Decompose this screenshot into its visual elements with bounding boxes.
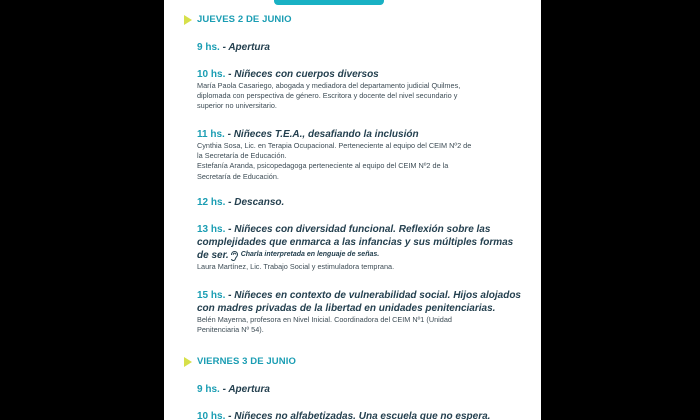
item-description <box>197 141 532 182</box>
item-title-text: - Niñeces T.E.A., desafiando la inclusión <box>224 129 419 140</box>
item-title-line: de ser. <box>197 250 229 261</box>
item-title <box>197 289 532 302</box>
item-description <box>197 262 532 272</box>
item-title <box>197 410 532 420</box>
desc-line: Penitenciaria Nº 54). <box>197 325 264 335</box>
sign-language-note: Charla interpretada en lenguaje de señas. <box>240 251 380 259</box>
schedule-item-no-alfabetizadas <box>197 410 532 420</box>
item-time: 12 hs. <box>197 197 226 208</box>
schedule-item-cuerpos-diversos <box>197 68 532 112</box>
desc-line: superior no universitario. <box>197 101 277 111</box>
desc-line: la Secretaría de Educación. <box>197 151 287 161</box>
desc-line: Cynthia Sosa, Lic. en Terapia Ocupacional. Perteneciente al equipo del CEIM Nº2 de <box>197 141 472 150</box>
item-time: 9 hs. <box>197 384 220 395</box>
item-title-line: con madres privadas de la libertad en unidades penitenciarias. <box>197 303 496 314</box>
ear-icon <box>230 251 238 261</box>
item-title <box>197 223 532 236</box>
header-strip <box>274 0 384 5</box>
item-time: 13 hs. <box>197 224 226 235</box>
item-time: 10 hs. <box>197 69 226 80</box>
item-title <box>197 68 532 81</box>
item-title-text: - Niñeces con cuerpos diversos <box>225 69 379 80</box>
item-title <box>197 128 532 141</box>
item-description <box>197 81 532 112</box>
item-title <box>197 41 532 54</box>
triangle-marker-icon <box>184 357 192 367</box>
desc-line: María Paola Casariego, abogada y mediadora del departamento judicial Quilmes, <box>197 81 461 90</box>
day-label: VIERNES 3 DE JUNIO <box>197 356 296 367</box>
desc-line: Belén Mayerna, profesora en Nivel Inicial. Coordinadora del CEIM Nº1 (Unidad <box>197 315 452 324</box>
desc-line: Secretaría de Educación. <box>197 171 279 181</box>
desc-line: diplomada con perspectiva de género. Escritora y docente del nivel secundario y <box>197 91 458 101</box>
item-time: 11 hs. <box>197 129 225 140</box>
schedule-item-opening <box>197 41 532 54</box>
item-time: 10 hs. <box>197 411 226 420</box>
desc-line: Laura Martínez, Lic. Trabajo Social y estimuladora temprana. <box>197 262 395 271</box>
item-title <box>197 383 532 396</box>
schedule-item-descanso <box>197 196 532 209</box>
schedule-item-tea <box>197 128 532 182</box>
day-label: JUEVES 2 DE JUNIO <box>197 14 292 25</box>
item-title-line: complejidades que enmarca a las infancias y sus múltiples formas <box>197 237 514 248</box>
program-page <box>164 0 541 420</box>
item-title-text: - Niñeces con diversidad funcional. Reflexión sobre las <box>225 224 491 235</box>
item-title-text: - Apertura <box>219 42 270 53</box>
item-time: 9 hs. <box>197 42 220 53</box>
item-title-text: - Niñeces en contexto de vulnerabilidad social. Hijos alojados <box>225 290 521 301</box>
item-description <box>197 315 532 335</box>
item-time: 15 hs. <box>197 290 226 301</box>
day-header-thursday <box>184 14 292 25</box>
triangle-marker-icon <box>184 15 192 25</box>
item-title <box>197 196 532 209</box>
title-with-note <box>197 249 532 262</box>
schedule-item-vulnerabilidad <box>197 289 532 335</box>
item-title-text: - Apertura <box>219 384 270 395</box>
schedule-item-opening-friday <box>197 383 532 396</box>
desc-line: Estefanía Aranda, psicopedagoga perteneciente al equipo del CEIM Nº2 de la <box>197 161 449 171</box>
item-title-text: - Descanso. <box>225 197 285 208</box>
item-title-text: - Niñeces no alfabetizadas. Una escuela que no espera. <box>225 411 491 420</box>
schedule-item-diversidad-funcional <box>197 223 532 272</box>
day-header-friday <box>184 356 296 367</box>
